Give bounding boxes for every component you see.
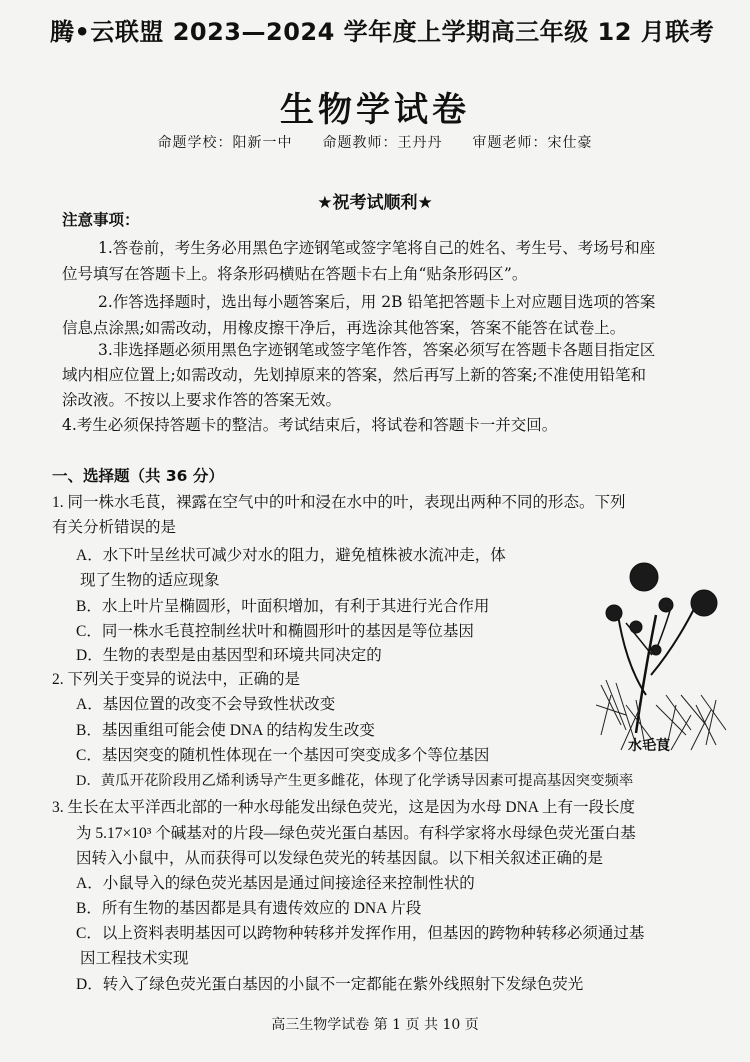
notice-line: 3.非选择题必须用黑色字迹钢笔或签字笔作答，答案必须写在答题卡各题目指定区 bbox=[98, 341, 656, 359]
question-line: 1. 同一株水毛茛，裸露在空气中的叶和浸在水中的叶，表现出两种不同的形态。下列 bbox=[52, 494, 626, 511]
notice-line: 域内相应位置上;如需改动，先划掉原来的答案，然后再写上新的答案;不准使用铅笔和 bbox=[62, 366, 646, 384]
option-line: B．所有生物的基因都是具有遗传效应的 DNA 片段 bbox=[76, 900, 422, 917]
option-line: C．基因突变的随机性体现在一个基因可突变成多个等位基因 bbox=[76, 747, 490, 764]
notice-line: 2.作答选择题时，选出每小题答案后，用 2B 铅笔把答题卡上对应题目选项的答案 bbox=[98, 293, 656, 311]
question-line: 2. 下列关于变异的说法中，正确的是 bbox=[52, 671, 301, 688]
subject-title: 生物学试卷 bbox=[280, 90, 470, 130]
option-line: D．黄瓜开花阶段用乙烯利诱导产生更多雌花，体现了化学诱导因素可提高基因突变频率 bbox=[76, 773, 634, 789]
page-footer: 高三生物学试卷 第 1 页 共 10 页 bbox=[271, 1017, 479, 1033]
question-line: 因转入小鼠中，从而获得可以发绿色荧光的转基因鼠。以下相关叙述正确的是 bbox=[76, 850, 604, 867]
good-luck-banner: ★祝考试顺利★ bbox=[317, 193, 433, 213]
option-line: C．同一株水毛茛控制丝状叶和椭圆形叶的基因是等位基因 bbox=[76, 623, 474, 640]
option-line: 因工程技术实现 bbox=[80, 950, 189, 967]
section-heading: 一、选择题（共 36 分） bbox=[52, 467, 224, 485]
option-line: C．以上资料表明基因可以跨物种转移并发挥作用，但基因的跨物种转移必须通过基 bbox=[76, 925, 645, 942]
notice-line: 位号填写在答题卡上。将条形码横贴在答题卡右上角“贴条形码区”。 bbox=[62, 265, 528, 283]
plant-illustration bbox=[596, 555, 731, 755]
question-line: 为 5.17×10³ 个碱基对的片段—绿色荧光蛋白基因。有科学家将水母绿色荧光蛋白基 bbox=[76, 825, 636, 842]
option-line: A．小鼠导入的绿色荧光基因是通过间接途径来控制性状的 bbox=[76, 875, 475, 892]
figure-caption: 水毛茛 bbox=[628, 738, 670, 754]
question-line: 有关分析错误的是 bbox=[52, 519, 177, 536]
option-line: D．生物的表型是由基因型和环境共同决定的 bbox=[76, 647, 382, 664]
option-line: 现了生物的适应现象 bbox=[80, 572, 220, 589]
notice-heading: 注意事项： bbox=[62, 211, 140, 229]
notice-line: 涂改液。不按以上要求作答的答案无效。 bbox=[62, 391, 342, 409]
option-line: A．基因位置的改变不会导致性状改变 bbox=[76, 696, 336, 713]
option-line: B．基因重组可能会使 DNA 的结构发生改变 bbox=[76, 722, 375, 739]
notice-line: 1.答卷前，考生务必用黑色字迹钢笔或签字笔将自己的姓名、考生号、考场号和座 bbox=[98, 239, 656, 257]
question-line: 3. 生长在太平洋西北部的一种水母能发出绿色荧光，这是因为水母 DNA 上有一段长度 bbox=[52, 799, 635, 816]
option-line: A．水下叶呈丝状可减少对水的阻力，避免植株被水流冲走，体 bbox=[76, 547, 506, 564]
option-line: D．转入了绿色荧光蛋白基因的小鼠不一定都能在紫外线照射下发绿色荧光 bbox=[76, 976, 584, 993]
notice-line: 信息点涂黑;如需改动，用橡皮擦干净后，再选涂其他答案，答案不能答在试卷上。 bbox=[62, 319, 626, 337]
author-info: 命题学校：阳新一中 命题教师：王丹丹 审题老师：宋仕豪 bbox=[157, 135, 593, 151]
exam-title: 腾•云联盟 2023—2024 学年度上学期高三年级 12 月联考 bbox=[50, 18, 715, 46]
option-line: B．水上叶片呈椭圆形，叶面积增加，有利于其进行光合作用 bbox=[76, 598, 490, 615]
notice-line: 4.考生必须保持答题卡的整洁。考试结束后，将试卷和答题卡一并交回。 bbox=[62, 416, 558, 434]
